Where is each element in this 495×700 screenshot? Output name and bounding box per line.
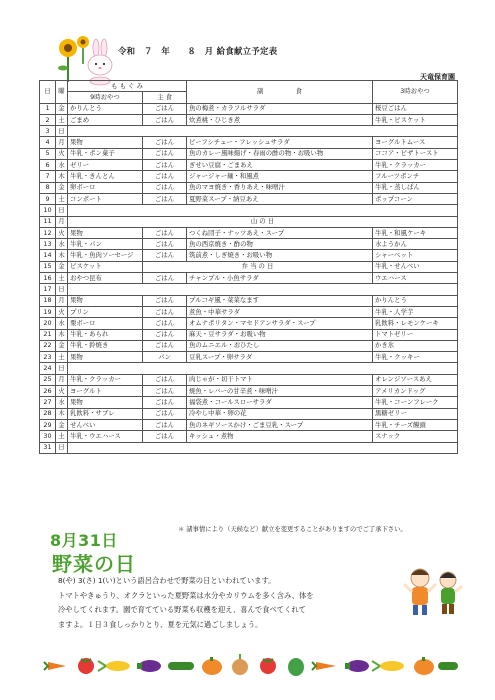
afternoon-snack-cell: ポップコーン: [373, 193, 458, 204]
page-title: 令和 ７ 年 ８ 月 給食献立予定表: [118, 46, 278, 56]
empty-cell: [68, 363, 458, 374]
side-dish-cell: 魚のムニエル・おひたし: [187, 340, 373, 351]
staple-cell: ごはん: [143, 397, 187, 408]
weekday-cell: 金: [56, 419, 68, 430]
side-dish-cell: 魚のカレー風味揚げ・春雨の酢の物・お吸い物: [187, 148, 373, 159]
staple-cell: ごはん: [143, 137, 187, 148]
morning-snack-cell: 牛乳・パン: [68, 239, 143, 250]
weekday-cell: 金: [56, 340, 68, 351]
day-cell: 5: [40, 148, 56, 159]
side-dish-cell: ジャージャー麺・和風煮: [187, 171, 373, 182]
side-dish-cell: 麻天・豆サラダ・お吸い物: [187, 329, 373, 340]
afternoon-snack-cell: スナック: [373, 431, 458, 442]
table-row: [40, 126, 458, 137]
empty-cell: [68, 284, 458, 295]
morning-snack-cell: 栗ボーロ: [68, 318, 143, 329]
weekday-cell: 土: [56, 273, 68, 284]
side-dish-cell: チャンプル・小魚サラダ: [187, 273, 373, 284]
menu-table-body: [40, 103, 458, 453]
morning-snack-cell: せんべい: [68, 419, 143, 430]
side-dish-cell: 魚のマヨ焼き・香りあえ・味噌汁: [187, 182, 373, 193]
day-cell: 28: [40, 408, 56, 419]
table-row: [40, 261, 458, 272]
staple-cell: ごはん: [143, 103, 187, 114]
morning-snack-cell: 果物: [68, 227, 143, 238]
morning-snack-cell: 牛乳・ウエハース: [68, 431, 143, 442]
side-dish-cell: 魚のネギソースかけ・ごま豆乳・スープ: [187, 419, 373, 430]
afternoon-snack-cell: 牛乳・蒸しぱん: [373, 182, 458, 193]
weekday-cell: 日: [56, 126, 68, 137]
afternoon-snack-cell: トマトゼリー: [373, 329, 458, 340]
weekday-cell: 日: [56, 363, 68, 374]
morning-snack-cell: おやつ昆布: [68, 273, 143, 284]
table-row: [40, 103, 458, 114]
morning-snack-cell: プリン: [68, 306, 143, 317]
morning-snack-cell: ごまめ: [68, 114, 143, 125]
child-icon: [404, 569, 436, 615]
table-row: [40, 114, 458, 125]
table-row: [40, 363, 458, 374]
carrot-icon: [312, 662, 336, 670]
afternoon-snack-cell: 牛乳・和風ケーキ: [373, 227, 458, 238]
change-notice: ＊ 諸事情により（天候など）献立を変更することがありますのでご了承下さい。: [178, 526, 407, 533]
day-cell: 31: [40, 442, 56, 453]
side-dish-cell: つくね団子・ナッツあえ・スープ: [187, 227, 373, 238]
weekday-cell: 月: [56, 295, 68, 306]
corn-icon: [98, 661, 130, 671]
sunflower-icon: [58, 39, 77, 82]
day-cell: 25: [40, 374, 56, 385]
day-cell: 14: [40, 250, 56, 261]
afternoon-snack-cell: 牛乳・コーンフレーク: [373, 397, 458, 408]
day-cell: 9: [40, 193, 56, 204]
staple-cell: ごはん: [143, 419, 187, 430]
staple-cell: ごはん: [143, 273, 187, 284]
afternoon-snack-cell: シャーベット: [373, 250, 458, 261]
morning-snack-cell: 牛乳・鈴焼き: [68, 340, 143, 351]
day-cell: 10: [40, 205, 56, 216]
weekday-cell: 火: [56, 386, 68, 397]
afternoon-snack-cell: 桜豆ごはん: [373, 103, 458, 114]
staple-cell: パン: [143, 352, 187, 363]
side-dish-cell: 炊煮桃・ひじき煮: [187, 114, 373, 125]
table-row: [40, 329, 458, 340]
column-header-staple: 主 食: [143, 92, 187, 103]
staple-cell: ごはん: [143, 250, 187, 261]
weekday-cell: 土: [56, 431, 68, 442]
table-row: [40, 340, 458, 351]
day-cell: 15: [40, 261, 56, 272]
table-row: [40, 397, 458, 408]
empty-cell: [68, 442, 458, 453]
morning-snack-cell: ゼリー: [68, 160, 143, 171]
weekday-cell: 水: [56, 318, 68, 329]
staple-cell: ごはん: [143, 160, 187, 171]
staple-cell: ごはん: [143, 408, 187, 419]
morning-snack-cell: 果物: [68, 137, 143, 148]
table-row: [40, 431, 458, 442]
morning-snack-cell: 牛乳・きんとん: [68, 171, 143, 182]
day-cell: 29: [40, 419, 56, 430]
afternoon-snack-cell: ココア・ピザトースト: [373, 148, 458, 159]
morning-snack-cell: 乳飲料・サブレ: [68, 408, 143, 419]
vegetable-day-date: 8月31日: [50, 531, 118, 550]
weekday-cell: 金: [56, 182, 68, 193]
day-cell: 22: [40, 340, 56, 351]
table-row: [40, 239, 458, 250]
afternoon-snack-cell: 牛乳・クッキー: [373, 352, 458, 363]
weekday-cell: 水: [56, 239, 68, 250]
vegetable-day-text: [58, 574, 418, 632]
staple-cell: ごはん: [143, 374, 187, 385]
morning-snack-cell: 果物: [68, 295, 143, 306]
sunflower-rabbit-illustration: [52, 34, 116, 86]
weekday-cell: 木: [56, 329, 68, 340]
staple-cell: ごはん: [143, 148, 187, 159]
morning-snack-cell: 果物: [68, 397, 143, 408]
table-row: [40, 306, 458, 317]
vegetable-day-line: トマトやきゅうり、オクラといった夏野菜は水分やカリウムを多く含み、体を: [58, 590, 314, 600]
afternoon-snack-cell: 牛乳・チーズ饅頭: [373, 419, 458, 430]
table-row: [40, 160, 458, 171]
children-illustration: [398, 560, 468, 620]
vegetable-day-line: ますよ。１日３食しっかりとり、夏を元気に過ごしましょう。: [58, 619, 263, 629]
table-row: [40, 295, 458, 306]
morning-snack-cell: ビスケット: [68, 261, 143, 272]
staple-cell: ごはん: [143, 227, 187, 238]
table-row: [40, 408, 458, 419]
table-row: [40, 205, 458, 216]
table-row: [40, 148, 458, 159]
side-dish-cell: 筑前煮・しぎ焼き・お吸い物: [187, 250, 373, 261]
staple-cell: ごはん: [143, 171, 187, 182]
table-row: [40, 171, 458, 182]
table-row: [40, 250, 458, 261]
school-name: 天竜保育園: [420, 73, 455, 81]
day-cell: 20: [40, 318, 56, 329]
side-dish-cell: ビーフシチュー・フレッシュサラダ: [187, 137, 373, 148]
day-cell: 11: [40, 216, 56, 227]
cucumber-icon: [438, 662, 458, 670]
side-dish-cell: オムナポリタン・マセドアンサラダ・スープ: [187, 318, 373, 329]
staple-cell: ごはん: [143, 239, 187, 250]
day-cell: 6: [40, 160, 56, 171]
afternoon-snack-cell: 黒糖ゼリー: [373, 408, 458, 419]
weekday-cell: 水: [56, 397, 68, 408]
tomato-icon: [260, 658, 276, 674]
pumpkin-icon: [414, 657, 434, 675]
holiday-cell: 山 の 日: [68, 216, 458, 227]
vegetable-border-illustration: [40, 652, 460, 678]
bento-day-cell: 弁 当 の 日: [143, 261, 373, 272]
day-cell: 2: [40, 114, 56, 125]
side-dish-cell: 福袋煮・コールスローサラダ: [187, 397, 373, 408]
child-icon: [440, 572, 462, 614]
column-header-group: も も ぐ み: [68, 81, 187, 92]
day-cell: 3: [40, 126, 56, 137]
table-row: [40, 442, 458, 453]
weekday-cell: 日: [56, 442, 68, 453]
afternoon-snack-cell: ウエハース: [373, 273, 458, 284]
morning-snack-cell: 卵ボーロ: [68, 182, 143, 193]
vegetable-day-line: 8(や) 3(さ) 1(い)という語呂合わせで野菜の日といわれています。: [58, 576, 276, 585]
weekday-cell: 火: [56, 227, 68, 238]
day-cell: 27: [40, 397, 56, 408]
day-cell: 16: [40, 273, 56, 284]
side-dish-cell: 魚の西京焼き・酢の物: [187, 239, 373, 250]
day-cell: 23: [40, 352, 56, 363]
column-header-side-dish: 副 食: [187, 81, 373, 104]
table-row: [40, 193, 458, 204]
morning-snack-cell: 牛乳・クラッカー: [68, 374, 143, 385]
side-dish-cell: 豆乳スープ・卵サラダ: [187, 352, 373, 363]
side-dish-cell: キッシュ・煮物: [187, 431, 373, 442]
day-cell: 1: [40, 103, 56, 114]
table-row: [40, 137, 458, 148]
column-header-day: 日: [40, 81, 56, 104]
weekday-cell: 月: [56, 374, 68, 385]
eggplant-icon: [137, 660, 161, 672]
side-dish-cell: ぎせい豆腐・ごまあえ: [187, 160, 373, 171]
morning-snack-cell: 牛乳・あられ: [68, 329, 143, 340]
cucumber-icon: [168, 662, 194, 670]
staple-cell: ごはん: [143, 340, 187, 351]
day-cell: 7: [40, 171, 56, 182]
weekday-cell: 日: [56, 284, 68, 295]
staple-cell: ごはん: [143, 306, 187, 317]
staple-cell: ごはん: [143, 386, 187, 397]
day-cell: 30: [40, 431, 56, 442]
staple-cell: ごはん: [143, 431, 187, 442]
weekday-cell: 金: [56, 261, 68, 272]
side-dish-cell: 冷やし中華・卵の花: [187, 408, 373, 419]
afternoon-snack-cell: かき氷: [373, 340, 458, 351]
table-row: [40, 227, 458, 238]
day-cell: 24: [40, 363, 56, 374]
staple-cell: ごはん: [143, 193, 187, 204]
table-row: [40, 318, 458, 329]
table-row: [40, 419, 458, 430]
weekday-cell: 火: [56, 306, 68, 317]
pumpkin-icon: [202, 657, 222, 675]
weekday-cell: 木: [56, 250, 68, 261]
day-cell: 17: [40, 284, 56, 295]
column-header-weekday: 曜: [56, 81, 68, 104]
weekday-cell: 木: [56, 171, 68, 182]
afternoon-snack-cell: ヨーグルトムース: [373, 137, 458, 148]
menu-table: [39, 80, 458, 454]
afternoon-snack-cell: フルーツポンチ: [373, 171, 458, 182]
eggplant-icon: [345, 660, 369, 672]
day-cell: 4: [40, 137, 56, 148]
afternoon-snack-cell: 水ようかん: [373, 239, 458, 250]
tomato-icon: [78, 658, 94, 674]
staple-cell: ごはん: [143, 329, 187, 340]
weekday-cell: 日: [56, 205, 68, 216]
table-row: [40, 374, 458, 385]
side-dish-cell: 煮魚・中華サラダ: [187, 306, 373, 317]
table-row: [40, 352, 458, 363]
morning-snack-cell: コンポート: [68, 193, 143, 204]
day-cell: 19: [40, 306, 56, 317]
weekday-cell: 月: [56, 137, 68, 148]
staple-cell: ごはん: [143, 114, 187, 125]
weekday-cell: 土: [56, 114, 68, 125]
empty-cell: [68, 205, 458, 216]
carrot-icon: [44, 662, 66, 670]
rabbit-icon: [88, 39, 112, 85]
column-header-afternoon-snack: 3時おやつ: [373, 81, 458, 104]
weekday-cell: 木: [56, 408, 68, 419]
table-row: [40, 273, 458, 284]
staple-cell: ごはん: [143, 295, 187, 306]
morning-snack-cell: 果物: [68, 352, 143, 363]
table-row: [40, 216, 458, 227]
empty-cell: [68, 126, 458, 137]
vegetable-day-line: 冷やしてくれます。園で育てている野菜も収穫を迎え、喜んで食べてくれて: [58, 605, 306, 614]
table-row: [40, 182, 458, 193]
onion-icon: [232, 654, 248, 675]
day-cell: 26: [40, 386, 56, 397]
pepper-icon: [288, 658, 304, 676]
afternoon-snack-cell: オレンジソースあえ: [373, 374, 458, 385]
afternoon-snack-cell: 牛乳・クラッカー: [373, 160, 458, 171]
afternoon-snack-cell: アメリカンドッグ: [373, 386, 458, 397]
weekday-cell: 月: [56, 216, 68, 227]
weekday-cell: 金: [56, 103, 68, 114]
day-cell: 8: [40, 182, 56, 193]
afternoon-snack-cell: かりんとう: [373, 295, 458, 306]
morning-snack-cell: 牛乳・ポン菓子: [68, 148, 143, 159]
side-dish-cell: 魚の梅煮・カラフルサラダ: [187, 103, 373, 114]
vegetable-day-title: 野菜の日: [52, 552, 136, 576]
sunflower-icon: [77, 36, 89, 64]
weekday-cell: 土: [56, 193, 68, 204]
day-cell: 21: [40, 329, 56, 340]
corn-icon: [372, 661, 404, 671]
afternoon-snack-cell: 牛乳・せんべい: [373, 261, 458, 272]
weekday-cell: 土: [56, 352, 68, 363]
morning-snack-cell: 牛乳・魚肉ソーセージ: [68, 250, 143, 261]
side-dish-cell: 焼魚・レバーの甘辛煮・味噌汁: [187, 386, 373, 397]
staple-cell: ごはん: [143, 182, 187, 193]
weekday-cell: 水: [56, 160, 68, 171]
side-dish-cell: プルコギ風・菜菜なます: [187, 295, 373, 306]
weekday-cell: 火: [56, 148, 68, 159]
afternoon-snack-cell: 牛乳・ビスケット: [373, 114, 458, 125]
staple-cell: ごはん: [143, 318, 187, 329]
column-header-morning-snack: 9時おやつ: [68, 92, 143, 103]
day-cell: 18: [40, 295, 56, 306]
morning-snack-cell: かりんとう: [68, 103, 143, 114]
side-dish-cell: 肉じゃが・切干トマト: [187, 374, 373, 385]
afternoon-snack-cell: 乳飲料・レモンケーキ: [373, 318, 458, 329]
morning-snack-cell: ヨーグルト: [68, 386, 143, 397]
afternoon-snack-cell: 牛乳・人学芋: [373, 306, 458, 317]
table-row: [40, 284, 458, 295]
day-cell: 12: [40, 227, 56, 238]
side-dish-cell: 夏野菜スープ・納豆あえ: [187, 193, 373, 204]
day-cell: 13: [40, 239, 56, 250]
table-row: [40, 386, 458, 397]
